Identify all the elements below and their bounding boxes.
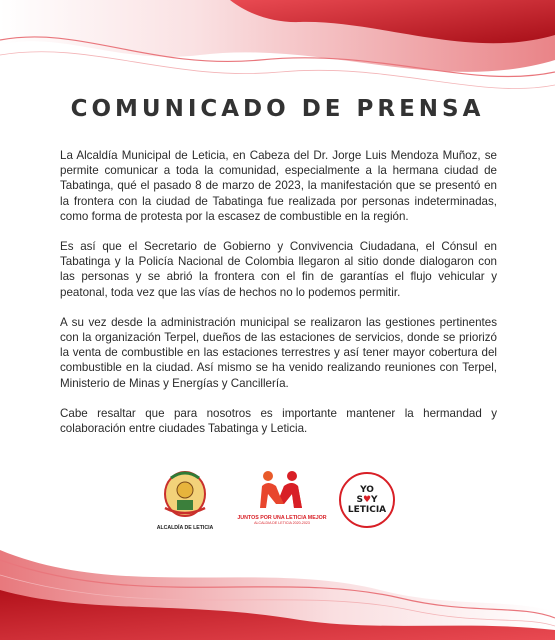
coat-of-arms-icon (155, 468, 215, 520)
paragraph-3: A su vez desde la administración municipal se realizaron las gestiones pertinentes con la organización Terpel, dueños de las estaciones de servicios, donde se priorizó la venta de combustible en las estaciones terrestres y así tener mayor cobertura del combustible en la ciudad. Así mismo se ha venido realizando reuniones con Terpel, Ministerio de Minas y Energías y Cancillería. (60, 315, 497, 390)
heart-icon: ♥ (362, 495, 372, 505)
juntos-logo (232, 468, 332, 525)
yo-text: YO (360, 485, 374, 495)
juntos-subtitle: ALCALDIA DE LETICIA 2020-2023 (254, 521, 310, 525)
logo-row (150, 468, 410, 538)
soy-text: S♥Y (356, 495, 378, 505)
alcaldia-logo (155, 468, 215, 532)
paragraph-1: La Alcaldía Municipal de Leticia, en Cabeza del Dr. Jorge Luis Mendoza Muñoz, se permite comunicar a toda la comunidad, especialmente a la hermana ciudad de Tabatinga, qué el pasado 8 de marzo de 2023, la manifestación que se presentó en la frontera con la ciudad de Tabatinga fue realizada por personas indeterminadas, como forma de protesta por la escasez de combustible en la región. (60, 149, 497, 223)
alcaldia-caption: ALCALDÍA DE LETICIA (156, 525, 214, 531)
paragraph-2: Es así que el Secretario de Gobierno y Convivencia Ciudadana, el Cónsul en Tabatinga y la Policía Nacional de Colombia llegaron al sitio donde dialogaron con las personas y se abrió la frontera con el fin de garantías el flujo vehicular y peatonal, toda vez que las vías de hechos no lo podemos permitir. (60, 240, 497, 299)
leticia-text: LETICIA (347, 505, 387, 515)
people-embrace-icon (232, 468, 332, 510)
page-title: COMUNICADO DE PRENSA (70, 96, 485, 122)
top-wave-decoration (0, 0, 555, 110)
paragraph-4: Cabe resaltar que para nosotros es importante mantener la hermandad y colaboración entre ciudades Tabatinga y Leticia. (60, 406, 497, 436)
bottom-wave-decoration (0, 520, 555, 640)
yo-soy-leticia-logo (335, 468, 399, 528)
juntos-slogan: JUNTOS POR UNA LETICIA MEJOR (237, 515, 327, 521)
yo-soy-badge (339, 472, 395, 528)
press-release-body (60, 148, 497, 451)
